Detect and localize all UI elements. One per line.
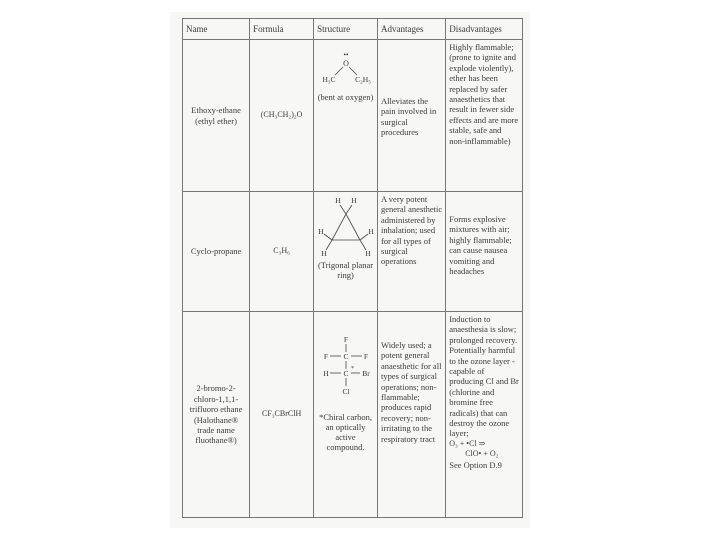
table-row [183,312,523,518]
header-row [183,19,523,40]
cell-structure [314,40,378,192]
atom-c1: C [343,352,349,361]
atom-f-top: F [343,335,348,344]
atom-f-right: F [363,352,368,361]
cyclopropane-ring [332,214,360,240]
atom-h: H [364,249,371,258]
atom-h: H [334,196,341,205]
atom-c2: C [343,369,349,378]
structure-caption: *Chiral carbon, an optically active compound. [319,412,372,452]
atom-c2h5: C₂H₅ [354,75,371,84]
disadvantages-text: Induction to anaesthesia is slow; prolonged recovery. Potentially harmful to the ozone layer - capable of producing Cl and Br (chlorine and bromine free radicals) that can destroy the ozone layer; [449,314,519,439]
cell-name: Ethoxy-ethane (ethyl ether) [183,40,250,192]
ozone-reaction-line2: ClO• + O₂ [465,449,499,459]
table-row [183,192,523,312]
halothane-structure-diagram [318,334,374,412]
header-name: Name [183,19,250,40]
anaesthetics-table [182,18,523,518]
structure-caption: (bent at oxygen) [317,92,374,102]
atom-h: H [367,227,374,236]
cell-name: 2-bromo-2-chloro-1,1,1-trifluoro ethane (Halothane® trade name fluothane®) [183,312,250,518]
atom-f-left: F [323,352,328,361]
cell-structure [314,192,378,312]
table-row [183,40,523,192]
cell-advantages: Widely used; a potent general anaesthetic for all types of surgical operations; non-flammable; produces rapid recovery; non-irritating to the respiratory tract [378,312,446,518]
cell-advantages: A very potent general anesthetic administered by inhalation; used for all types of surgical operations [378,192,446,312]
see-option-note: See Option D.9 [449,459,502,470]
cyclopropane-structure-diagram [318,194,374,260]
header-formula: Formula [250,19,314,40]
cell-formula: CF₃CBrClH [250,312,314,518]
structure-caption: (Trigonal planar ring) [317,260,374,280]
cell-structure [314,312,378,518]
cell-disadvantages: Highly flammable; (prone to ignite and explode violently), ether has been replaced by safer anaesthetics that result in fewer side effects and are more stable, safe and non-inflammable) [446,40,523,192]
header-structure: Structure [314,19,378,40]
atom-br: Br [361,369,370,378]
atom-h: H [322,369,329,378]
header-advantages: Advantages [378,19,446,40]
cell-formula: C₃H₆ [250,192,314,312]
svg-text:••: •• [343,51,348,59]
ozone-reaction-line1: O₃ + •Cl ⇒ [449,438,486,448]
document-page [170,12,530,528]
cell-advantages: Alleviates the pain involved in surgical procedures [378,40,446,192]
cell-name: Cyclo-propane [183,192,250,312]
svg-text:*: * [350,366,354,372]
atom-h: H [317,227,324,236]
header-disadvantages: Disadvantages [446,19,523,40]
atom-ch3: H₃C [322,75,336,84]
cell-formula: (CH₃CH₂)₂O [250,40,314,192]
atom-cl: Cl [342,387,350,396]
atom-h: H [320,249,327,258]
atom-o: O [342,59,349,68]
cell-disadvantages [446,312,523,518]
atom-h: H [350,196,357,205]
ether-structure-diagram [319,42,373,92]
cell-disadvantages: Forms explosive mixtures with air; highly flammable; can cause nausea vomiting and headaches [446,192,523,312]
